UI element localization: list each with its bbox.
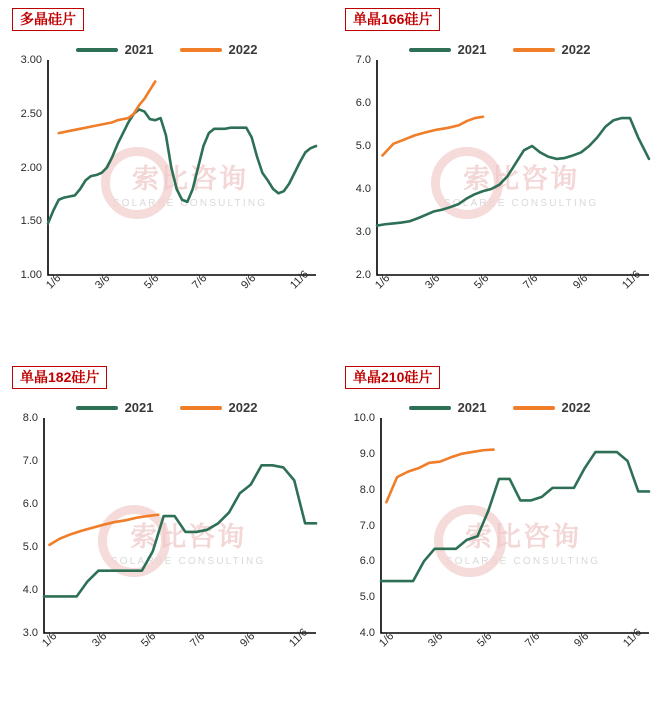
chart-panel-duojing xyxy=(0,0,333,358)
x-axis-tick-label: 9/6 xyxy=(570,272,591,292)
y-axis-tick-label: 7.0 xyxy=(359,519,375,532)
plot-area xyxy=(355,54,649,292)
x-axis-tick-label: 5/6 xyxy=(141,272,161,292)
x-axis-tick-label: 9/6 xyxy=(237,630,258,650)
x-axis-tick-label: 7/6 xyxy=(190,272,210,292)
chart-axes xyxy=(381,418,649,633)
legend-swatch-2022 xyxy=(180,48,222,52)
chart-legend xyxy=(0,42,333,57)
watermark-subtext: SOLARBE CONSULTING xyxy=(445,555,601,567)
watermark-subtext: SOLARBE CONSULTING xyxy=(110,555,266,567)
legend-label-2022: 2022 xyxy=(228,42,258,57)
y-axis-tick-label: 1.00 xyxy=(20,269,42,281)
legend-label-2021: 2021 xyxy=(457,42,487,57)
y-axis-tick-label: 8.0 xyxy=(22,412,38,424)
y-axis-tick-label: 6.0 xyxy=(355,97,371,109)
legend-label-2021: 2021 xyxy=(124,42,154,57)
legend-item-2022 xyxy=(180,400,258,415)
y-axis-tick-label: 7.0 xyxy=(22,455,38,467)
x-axis-tick-label: 3/6 xyxy=(92,272,113,292)
y-axis-tick-label: 3.0 xyxy=(22,627,38,639)
watermark-text: 索比咨询 xyxy=(132,163,249,194)
legend-swatch-2022 xyxy=(513,406,555,410)
y-axis-tick-label: 5.0 xyxy=(355,140,371,152)
chart-legend xyxy=(333,400,666,415)
series-line-2022 xyxy=(49,515,158,545)
chart-panel-166 xyxy=(333,0,666,358)
legend-item-2021 xyxy=(409,400,487,415)
y-axis-tick-label: 4.0 xyxy=(22,584,38,596)
panel-title: 单晶182硅片 xyxy=(12,366,107,389)
legend-label-2021: 2021 xyxy=(124,400,154,415)
panel-title: 单晶210硅片 xyxy=(345,366,440,389)
legend-label-2021: 2021 xyxy=(457,400,487,415)
legend-swatch-2021 xyxy=(76,48,118,52)
y-axis-tick-label: 5.0 xyxy=(359,591,375,604)
x-axis-tick-label: 5/6 xyxy=(474,630,494,650)
legend-swatch-2021 xyxy=(76,406,118,410)
panel-title: 单晶166硅片 xyxy=(345,8,440,31)
y-axis-tick-label: 9.0 xyxy=(359,447,375,460)
legend-swatch-2021 xyxy=(409,48,451,52)
legend-label-2022: 2022 xyxy=(561,42,591,57)
chart-axes xyxy=(48,60,316,275)
y-axis-tick-label: 1.50 xyxy=(20,215,42,228)
chart-svg xyxy=(377,60,649,275)
legend-item-2021 xyxy=(76,400,154,415)
series-line-2022 xyxy=(59,82,155,134)
x-axis-tick-label: 5/6 xyxy=(139,630,159,650)
y-axis-tick-label: 2.50 xyxy=(20,107,42,120)
x-axis-tick-label: 11/6 xyxy=(287,626,311,650)
y-axis-tick-label: 3.00 xyxy=(20,54,42,66)
legend-swatch-2021 xyxy=(409,406,451,410)
watermark-text: 索比咨询 xyxy=(463,163,580,194)
y-axis-tick-label: 6.0 xyxy=(22,498,38,510)
y-axis-tick-label: 5.0 xyxy=(22,541,38,553)
x-axis-tick-label: 11/6 xyxy=(620,626,644,650)
legend-item-2021 xyxy=(409,42,487,57)
watermark-subtext: SOLARBE CONSULTING xyxy=(112,197,268,209)
series-line-2022 xyxy=(386,450,493,503)
series-line-2021 xyxy=(381,452,649,581)
y-axis-tick-label: 2.0 xyxy=(355,269,371,281)
x-axis-tick-label: 9/6 xyxy=(571,630,592,650)
watermark-text: 索比咨询 xyxy=(130,521,247,552)
x-axis-tick-label: 3/6 xyxy=(89,630,109,650)
legend-item-2022 xyxy=(513,42,591,57)
plot-area xyxy=(22,412,316,650)
panel-title: 多晶硅片 xyxy=(12,8,84,31)
chart-panel-182 xyxy=(0,358,333,716)
plot-area xyxy=(20,54,316,292)
y-axis-tick-label: 2.00 xyxy=(20,161,42,174)
y-axis-tick-label: 7.0 xyxy=(355,54,371,66)
x-axis-tick-label: 5/6 xyxy=(472,272,492,292)
legend-swatch-2022 xyxy=(180,406,222,410)
chart-svg xyxy=(381,418,649,633)
legend-item-2022 xyxy=(513,400,591,415)
series-line-2022 xyxy=(382,117,483,156)
watermark-subtext: SOLARBE CONSULTING xyxy=(443,197,599,209)
y-axis-tick-label: 6.0 xyxy=(359,555,375,568)
x-axis-tick-label: 1/6 xyxy=(377,630,397,650)
chart-svg xyxy=(48,60,316,275)
watermark-text: 索比咨询 xyxy=(465,521,582,552)
legend-label-2022: 2022 xyxy=(561,400,591,415)
x-axis-tick-label: 1/6 xyxy=(44,272,64,292)
chart-svg xyxy=(44,418,316,633)
legend-label-2022: 2022 xyxy=(228,400,258,415)
x-axis-tick-label: 3/6 xyxy=(422,272,442,292)
y-axis-tick-label: 4.0 xyxy=(355,183,371,195)
y-axis-tick-label: 3.0 xyxy=(355,226,371,238)
legend-item-2022 xyxy=(180,42,258,57)
x-axis-tick-label: 3/6 xyxy=(425,630,446,650)
y-axis-tick-label: 4.0 xyxy=(359,627,375,639)
x-axis-tick-label: 7/6 xyxy=(521,272,541,292)
legend-swatch-2022 xyxy=(513,48,555,52)
chart-legend xyxy=(333,42,666,57)
x-axis-tick-label: 1/6 xyxy=(373,272,393,292)
y-axis-tick-label: 8.0 xyxy=(359,483,375,496)
x-axis-tick-label: 9/6 xyxy=(238,272,259,292)
plot-area xyxy=(353,412,649,650)
chart-legend xyxy=(0,400,333,415)
chart-panel-210 xyxy=(333,358,666,716)
y-axis-tick-label: 10.0 xyxy=(353,412,375,424)
x-axis-tick-label: 7/6 xyxy=(188,630,208,650)
x-axis-tick-label: 1/6 xyxy=(40,630,60,650)
x-axis-tick-label: 7/6 xyxy=(523,630,543,650)
legend-item-2021 xyxy=(76,42,154,57)
x-axis-tick-label: 11/6 xyxy=(287,268,311,292)
x-axis-tick-label: 11/6 xyxy=(620,268,644,292)
